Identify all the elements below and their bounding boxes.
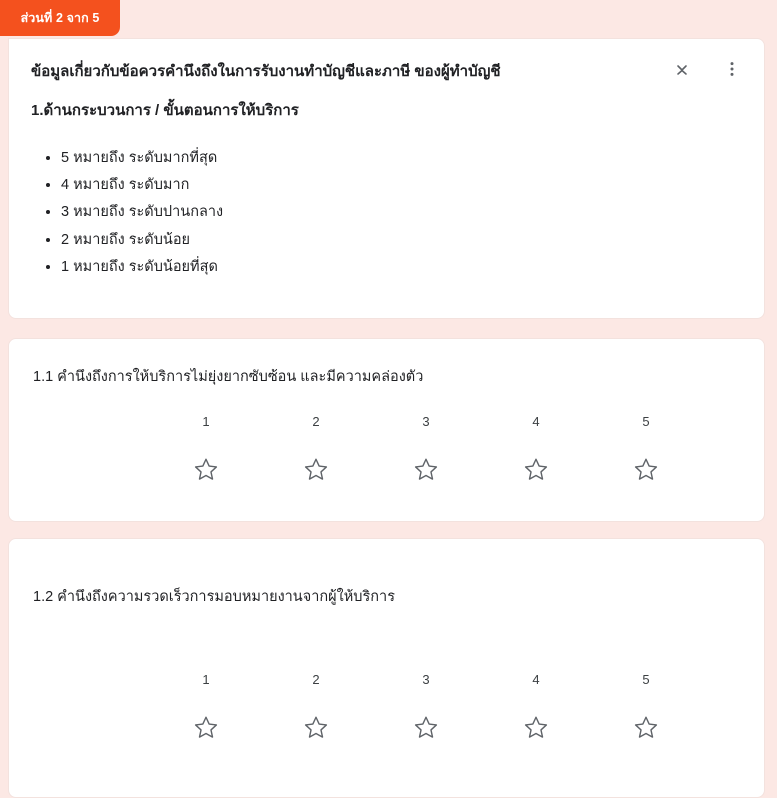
- star-outline-icon[interactable]: [192, 455, 220, 483]
- list-item: • 2 หมายถึง ระดับน้อย: [61, 229, 740, 252]
- star-rating-option-3[interactable]: [371, 673, 481, 741]
- star-outline-icon[interactable]: [632, 713, 660, 741]
- star-rating-label: 2: [312, 671, 320, 687]
- star-rating-label: 2: [312, 413, 320, 429]
- star-rating-option-5[interactable]: [591, 673, 701, 741]
- star-rating-label: 1: [202, 413, 210, 429]
- rating-scale-legend: [31, 147, 740, 279]
- star-rating-option-4[interactable]: [481, 673, 591, 741]
- section-progress-tab: [0, 0, 120, 36]
- page-title: ข้อมูลเกี่ยวกับข้อควรคำนึงถึงในการรับงานทำบัญชีและภาษี ของผู้ทำบัญชี: [31, 63, 501, 80]
- star-rating-option-4[interactable]: [481, 415, 591, 483]
- star-outline-icon[interactable]: [412, 713, 440, 741]
- star-rating-option-5[interactable]: [591, 415, 701, 483]
- star-outline-icon[interactable]: [302, 713, 330, 741]
- collapse-expand-icon[interactable]: [670, 57, 694, 81]
- star-rating-label: 5: [642, 671, 650, 687]
- form-header-card: [8, 38, 765, 319]
- question-card-1: [8, 338, 765, 522]
- star-outline-icon[interactable]: [412, 455, 440, 483]
- star-rating-option-1[interactable]: [151, 415, 261, 483]
- section-progress-label: ส่วนที่ 2 จาก 5: [20, 11, 100, 25]
- star-rating-label: 1: [202, 671, 210, 687]
- star-outline-icon[interactable]: [522, 713, 550, 741]
- star-rating-label: 5: [642, 413, 650, 429]
- star-rating-group-1: [33, 415, 740, 483]
- star-outline-icon[interactable]: [632, 455, 660, 483]
- star-rating-option-3[interactable]: [371, 415, 481, 483]
- header-actions: [670, 57, 744, 81]
- section-subtitle: 1.ด้านกระบวนการ / ขั้นตอนการให้บริการ: [31, 102, 299, 119]
- question-card-2: [8, 538, 765, 798]
- list-item: • 4 หมายถึง ระดับมาก: [61, 174, 740, 197]
- star-outline-icon[interactable]: [522, 455, 550, 483]
- list-item: • 3 หมายถึง ระดับปานกลาง: [61, 201, 740, 224]
- list-item: • 5 หมายถึง ระดับมากที่สุด: [61, 147, 740, 170]
- star-outline-icon[interactable]: [192, 713, 220, 741]
- star-outline-icon[interactable]: [302, 455, 330, 483]
- star-rating-label: 4: [532, 671, 540, 687]
- more-options-icon[interactable]: [720, 57, 744, 81]
- question-text: 1.2 คำนึงถึงความรวดเร็วการมอบหมายงานจากผู้ให้บริการ: [33, 589, 395, 605]
- list-item: • 1 หมายถึง ระดับน้อยที่สุด: [61, 256, 740, 279]
- star-rating-label: 4: [532, 413, 540, 429]
- star-rating-label: 3: [422, 671, 430, 687]
- star-rating-label: 3: [422, 413, 430, 429]
- question-text: 1.1 คำนึงถึงการให้บริการไม่ยุ่งยากซับซ้อน และมีความคล่องตัว: [33, 369, 424, 385]
- star-rating-option-2[interactable]: [261, 673, 371, 741]
- star-rating-option-1[interactable]: [151, 673, 261, 741]
- star-rating-option-2[interactable]: [261, 415, 371, 483]
- star-rating-group-2: [33, 673, 740, 741]
